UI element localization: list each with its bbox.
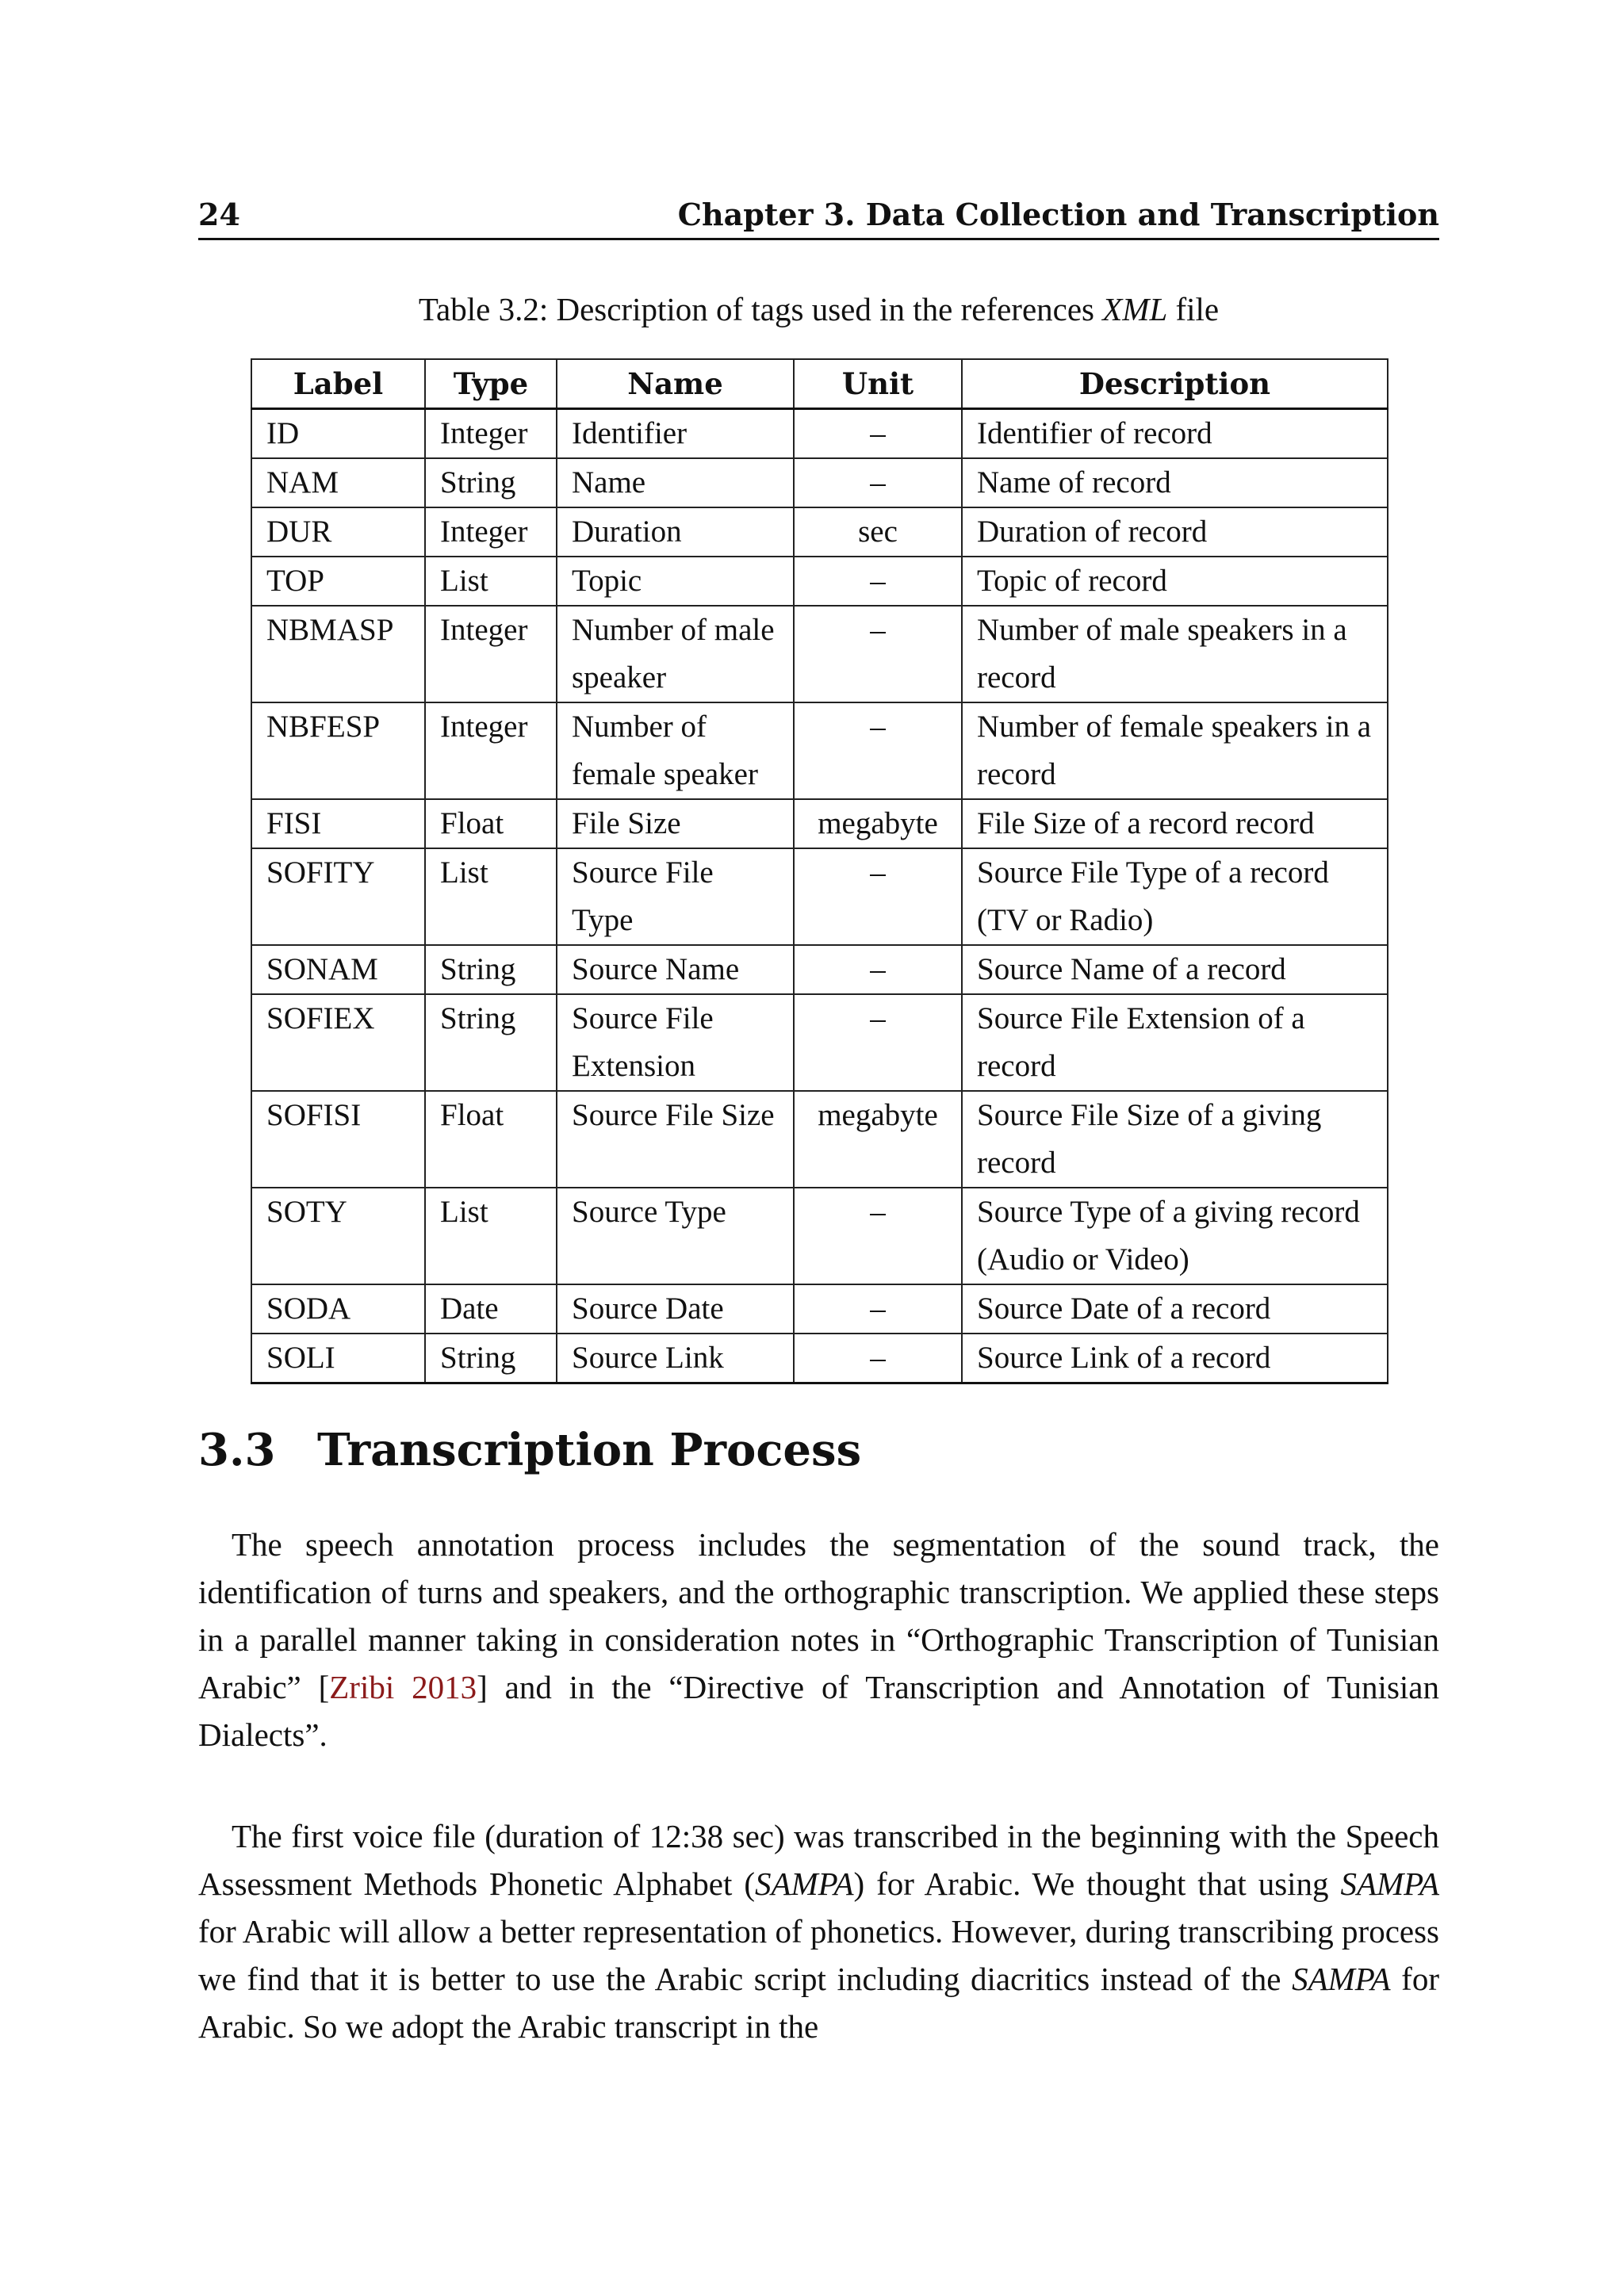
table-row [251,994,1388,1091]
sampa-math: SAMPA [1292,1961,1391,1997]
cell-label: NBFESP [251,702,425,799]
cell-label: TOP [251,557,425,606]
cell-name: Source Link [557,1334,794,1383]
table-row [251,702,1388,799]
cell-name: Name [557,458,794,507]
cell-description: Source Date of a record [962,1284,1388,1334]
paragraph-2-text-c: for Arabic will allow a better representation of phonetics. However, during transcribing process we find that it is better to use the Arabic script including diacritics instead of the [198,1913,1439,1997]
paragraph-1-text-b: ] and in the “Directive of Transcription and Annotation of Tunisian Dialects”. [198,1669,1439,1753]
cell-type: Integer [425,606,557,702]
cell-description: Topic of record [962,557,1388,606]
cell-type: Float [425,1091,557,1188]
sampa-math: SAMPA [754,1866,854,1902]
cell-name: Source Type [557,1188,794,1284]
table-caption [198,290,1439,328]
cell-unit: – [794,606,962,702]
cell-label: DUR [251,507,425,557]
cell-unit: – [794,848,962,945]
paragraph-2-text-a: The first voice file (duration of 12:38 sec) was transcribed in the beginning with the Speech Assessment Methods Phonetic Alphabet ( [198,1818,1439,1902]
table-row [251,557,1388,606]
cell-label: FISI [251,799,425,848]
cell-unit: – [794,1284,962,1334]
cell-type: List [425,1188,557,1284]
cell-label: NAM [251,458,425,507]
sampa-math: SAMPA [1340,1866,1439,1902]
cell-name: Source Date [557,1284,794,1334]
cell-name: File Size [557,799,794,848]
cell-description: Source File Type of a record (TV or Radio) [962,848,1388,945]
cell-unit: – [794,702,962,799]
column-header-type: Type [425,359,557,409]
cell-description: Name of record [962,458,1388,507]
paragraph-2-text-b: ) for Arabic. We thought that using [853,1866,1341,1902]
cell-unit: – [794,1188,962,1284]
table-row [251,945,1388,994]
cell-type: Float [425,799,557,848]
cell-unit: – [794,557,962,606]
table-row [251,1188,1388,1284]
cell-unit: megabyte [794,799,962,848]
cell-description: Source File Size of a giving record [962,1091,1388,1188]
caption-suffix: file [1167,291,1220,327]
paragraph-2 [198,1812,1439,2050]
citation-link[interactable]: Zribi 2013 [329,1669,477,1705]
paragraph-1 [198,1521,1439,1758]
cell-description: Source Name of a record [962,945,1388,994]
cell-name: Source Name [557,945,794,994]
cell-description: File Size of a record record [962,799,1388,848]
cell-type: String [425,945,557,994]
cell-unit: – [794,458,962,507]
tags-table [251,358,1388,1384]
cell-name: Number of female speaker [557,702,794,799]
table-row [251,1284,1388,1334]
cell-unit: – [794,409,962,459]
table-row [251,458,1388,507]
column-header-description: Description [962,359,1388,409]
section-title: Transcription Process [317,1424,862,1476]
cell-label: ID [251,409,425,459]
cell-description: Duration of record [962,507,1388,557]
cell-name: Source File Size [557,1091,794,1188]
table-row [251,606,1388,702]
cell-description: Source Type of a giving record (Audio or Video) [962,1188,1388,1284]
cell-unit: – [794,994,962,1091]
cell-type: List [425,848,557,945]
cell-description: Source File Extension of a record [962,994,1388,1091]
cell-name: Identifier [557,409,794,459]
table-row [251,848,1388,945]
cell-label: SOFISI [251,1091,425,1188]
section-heading [198,1424,1439,1476]
paragraph-1-text-a: The speech annotation process includes the segmentation of the sound track, the identification of turns and speakers, and the orthographic transcription. We applied these steps in a parallel manner taking in consideration notes in “Orthographic Transcription of Tunisian Arabic” [ [198,1526,1439,1705]
cell-description: Number of female speakers in a record [962,702,1388,799]
cell-type: String [425,994,557,1091]
cell-type: Integer [425,702,557,799]
cell-type: Date [425,1284,557,1334]
cell-label: SODA [251,1284,425,1334]
cell-description: Source Link of a record [962,1334,1388,1383]
cell-label: SOFITY [251,848,425,945]
page-number: 24 [198,197,240,232]
cell-type: String [425,458,557,507]
caption-prefix: Table 3.2: Description of tags used in the references [418,291,1103,327]
table-row [251,409,1388,459]
column-header-unit: Unit [794,359,962,409]
caption-math: XML [1102,291,1168,327]
cell-name: Number of male speaker [557,606,794,702]
cell-unit: – [794,945,962,994]
column-header-name: Name [557,359,794,409]
column-header-label: Label [251,359,425,409]
cell-label: SOTY [251,1188,425,1284]
cell-name: Source File Type [557,848,794,945]
cell-label: SOFIEX [251,994,425,1091]
cell-name: Source File Extension [557,994,794,1091]
cell-name: Duration [557,507,794,557]
paragraph-2-text-d: for Arabic. So we adopt the Arabic transcript in the [198,1961,1439,2045]
cell-unit: – [794,1334,962,1383]
cell-unit: sec [794,507,962,557]
cell-type: String [425,1334,557,1383]
cell-label: SONAM [251,945,425,994]
cell-description: Number of male speakers in a record [962,606,1388,702]
running-header [198,192,1439,240]
cell-label: NBMASP [251,606,425,702]
cell-unit: megabyte [794,1091,962,1188]
cell-name: Topic [557,557,794,606]
cell-type: Integer [425,507,557,557]
table-row [251,799,1388,848]
cell-type: Integer [425,409,557,459]
cell-description: Identifier of record [962,409,1388,459]
table-row [251,1091,1388,1188]
table-row [251,507,1388,557]
cell-label: SOLI [251,1334,425,1383]
section-number: 3.3 [198,1424,276,1476]
chapter-title: Chapter 3. Data Collection and Transcription [677,197,1439,232]
table-header-row [251,359,1388,409]
cell-type: List [425,557,557,606]
table-row [251,1334,1388,1383]
